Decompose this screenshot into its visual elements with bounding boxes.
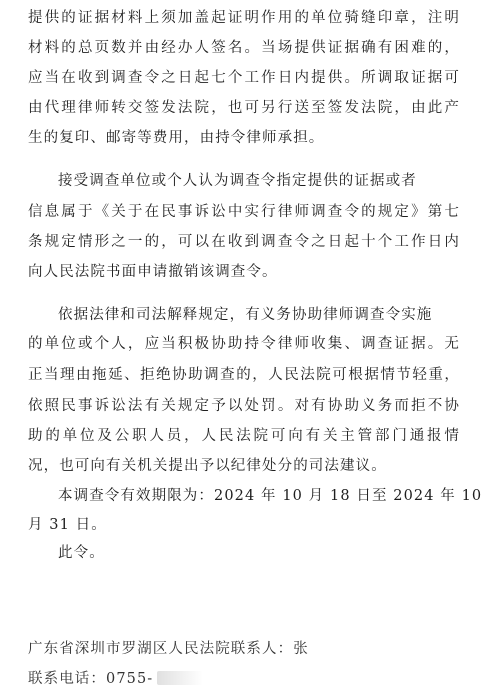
text-line: 向人民法院书面申请撤销该调查令。 (28, 264, 278, 280)
text-line: 由代理律师转交签发法院，也可另行送至签发法院，由此产 (28, 100, 460, 116)
contact-phone-line (28, 669, 203, 689)
text-line: 本调查令有效期限为：2024 年 10 月 18 日至 2024 年 10 (58, 488, 482, 504)
text-line: 接受调查单位或个人认为调查令指定提供的证据或者 (58, 173, 417, 189)
text-line: 条规定情形之一的，可以在收到调查令之日起十个工作日内 (28, 234, 460, 250)
text-line: 提供的证据材料上须加盖起证明作用的单位骑缝印章，注明 (28, 10, 460, 26)
text-line: 依照民事诉讼法有关规定予以处罚。对有协助义务而拒不协 (28, 398, 460, 414)
contact-person-text: 广东省深圳市罗湖区人民法院联系人：张 (28, 641, 309, 657)
text-line: 应当在收到调查令之日起七个工作日内提供。所调取证据可 (28, 70, 460, 86)
closing-text: 此令。 (58, 545, 105, 561)
text-line: 信息属于《关于在民事诉讼中实行律师调查令的规定》第七 (28, 204, 460, 220)
text-line: 助的单位及公职人员，人民法院可向有关主管部门通报情 (28, 428, 460, 444)
text-line: 依据法律和司法解释规定，有义务协助律师调查令实施 (58, 307, 433, 323)
text-line: 月 31 日。 (28, 517, 107, 533)
text-line: 况，也可向有关机关提出予以纪律处分的司法建议。 (28, 458, 387, 474)
contact-phone-text: 联系电话：0755- (28, 671, 154, 687)
text-line: 材料的总页数并由经办人签名。当场提供证据确有困难的， (28, 40, 460, 56)
text-line: 生的复印、邮寄等费用，由持令律师承担。 (28, 130, 325, 146)
text-line: 正当理由拖延、拒绝协助调查的，人民法院可根据情节轻重， (28, 367, 460, 383)
contact-person-line (28, 639, 309, 659)
redacted-phone-number (157, 671, 203, 685)
text-line: 的单位或个人，应当积极协助持令律师收集、调查证据。无 (28, 336, 460, 352)
